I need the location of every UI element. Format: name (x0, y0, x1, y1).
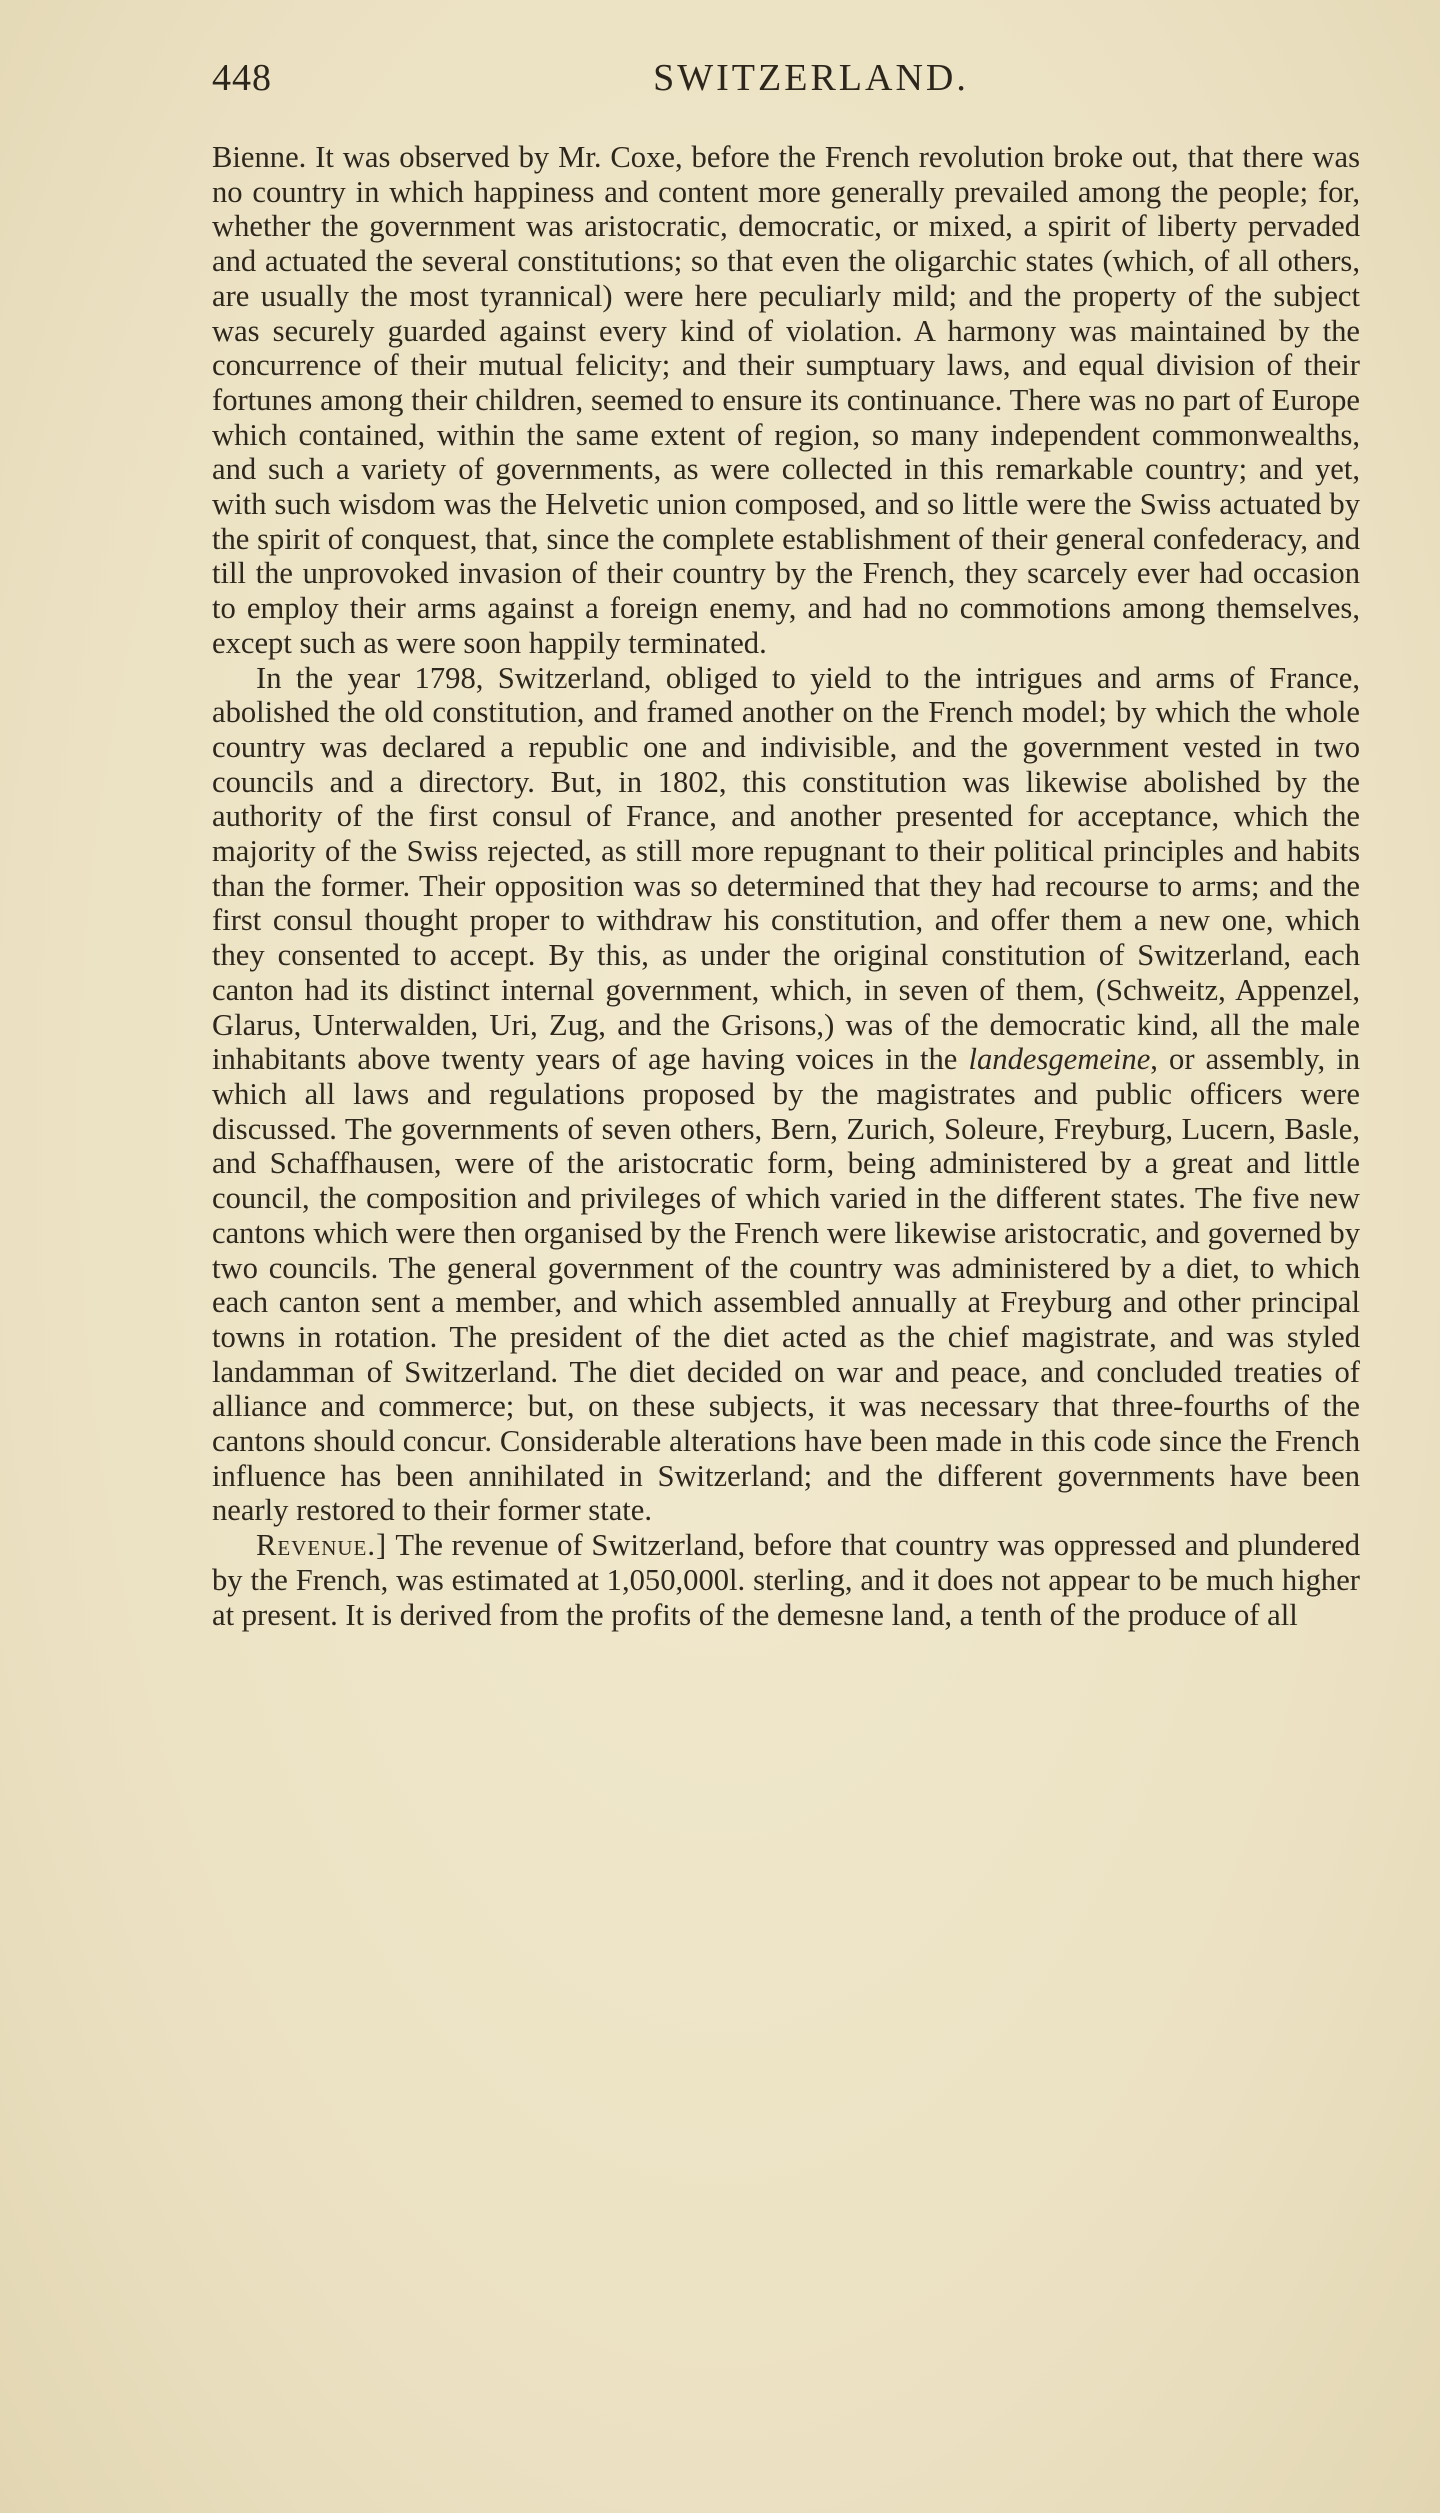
body-text (212, 140, 1360, 1632)
running-head: SWITZERLAND. (653, 57, 969, 99)
italic-term-landesgemeine: landesgemeine (968, 1042, 1151, 1077)
paragraph-2 (212, 661, 1360, 1529)
section-heading-revenue: Revenue.] (256, 1528, 388, 1563)
paragraph-2-text-a: In the year 1798, Switzerland, obliged to yield to the intrigues and arms of France, abolished the old constitution, and framed another on the French model; by which the whole country was declared a republic one and indivisible, and the government vested in two councils and a directory. But, in 1802, this constitution was likewise abolished by the authority of the first consul of France, and another presented for acceptance, which the majority of the Swiss rejected, as still more repugnant to their political principles and habits than the former. Their opposition was so determined that they had recourse to arms; and the first consul thought proper to withdraw his constitution, and offer them a new one, which they consented to accept. By this, as under the original constitution of Switzerland, each canton had its distinct internal government, which, in seven of them, (Schweitz, Appenzel, Glarus, Unterwalden, Uri, Zug, and the Grisons,) was of the democratic kind, all the male inhabitants above twenty years of age having voices in the (212, 660, 1360, 1077)
page-header (212, 56, 1350, 108)
paragraph-3-text: The revenue of Switzerland, before that country was oppressed and plundered by the French, was estimated at 1,050,000l. sterling, and it does not appear to be much higher at present. It is derived from the profits of the demesne land, a tenth of the produce of all (212, 1528, 1360, 1632)
paragraph-3 (212, 1528, 1360, 1632)
paragraph-2-text-b: , or assembly, in which all laws and regulations proposed by the magistrates and public officers were discussed. The governments of seven others, Bern, Zurich, Soleure, Freyburg, Lucern, Basle, and Schaffhausen, were of the aristocratic form, being administered by a great and little council, the composition and privileges of which varied in the different states. The five new cantons which were then organised by the French were likewise aristocratic, and governed by two councils. The general government of the country was administered by a diet, to which each canton sent a member, and which assembled annually at Freyburg and other principal towns in rotation. The president of the diet acted as the chief magistrate, and was styled landamman of Switzerland. The diet decided on war and peace, and concluded treaties of alliance and commerce; but, on these subjects, it was necessary that three-fourths of the cantons should concur. Considerable alterations have been made in this code since the French influence has been annihilated in Switzerland; and the different governments have been nearly restored to their former state. (212, 1042, 1360, 1528)
paragraph-1: Bienne. It was observed by Mr. Coxe, before the French revolution broke out, that there was no country in which happiness and content more generally prevailed among the people; for, whether the government was aristocratic, democratic, or mixed, a spirit of liberty pervaded and actuated the several constitutions; so that even the oligarchic states (which, of all others, are usually the most tyrannical) were here peculiarly mild; and the property of the subject was securely guarded against every kind of violation. A harmony was maintained by the concurrence of their mutual felicity; and their sumptuary laws, and equal division of their fortunes among their children, seemed to ensure its continuance. There was no part of Europe which contained, within the same extent of region, so many independent commonwealths, and such a variety of governments, as were collected in this remarkable country; and yet, with such wisdom was the Helvetic union composed, and so little were the Swiss actuated by the spirit of conquest, that, since the complete establishment of their general confederacy, and till the unprovoked invasion of their country by the French, they scarcely ever had occasion to employ their arms against a foreign enemy, and had no commotions among themselves, except such as were soon happily terminated. (212, 140, 1360, 660)
page-number: 448 (212, 57, 272, 99)
